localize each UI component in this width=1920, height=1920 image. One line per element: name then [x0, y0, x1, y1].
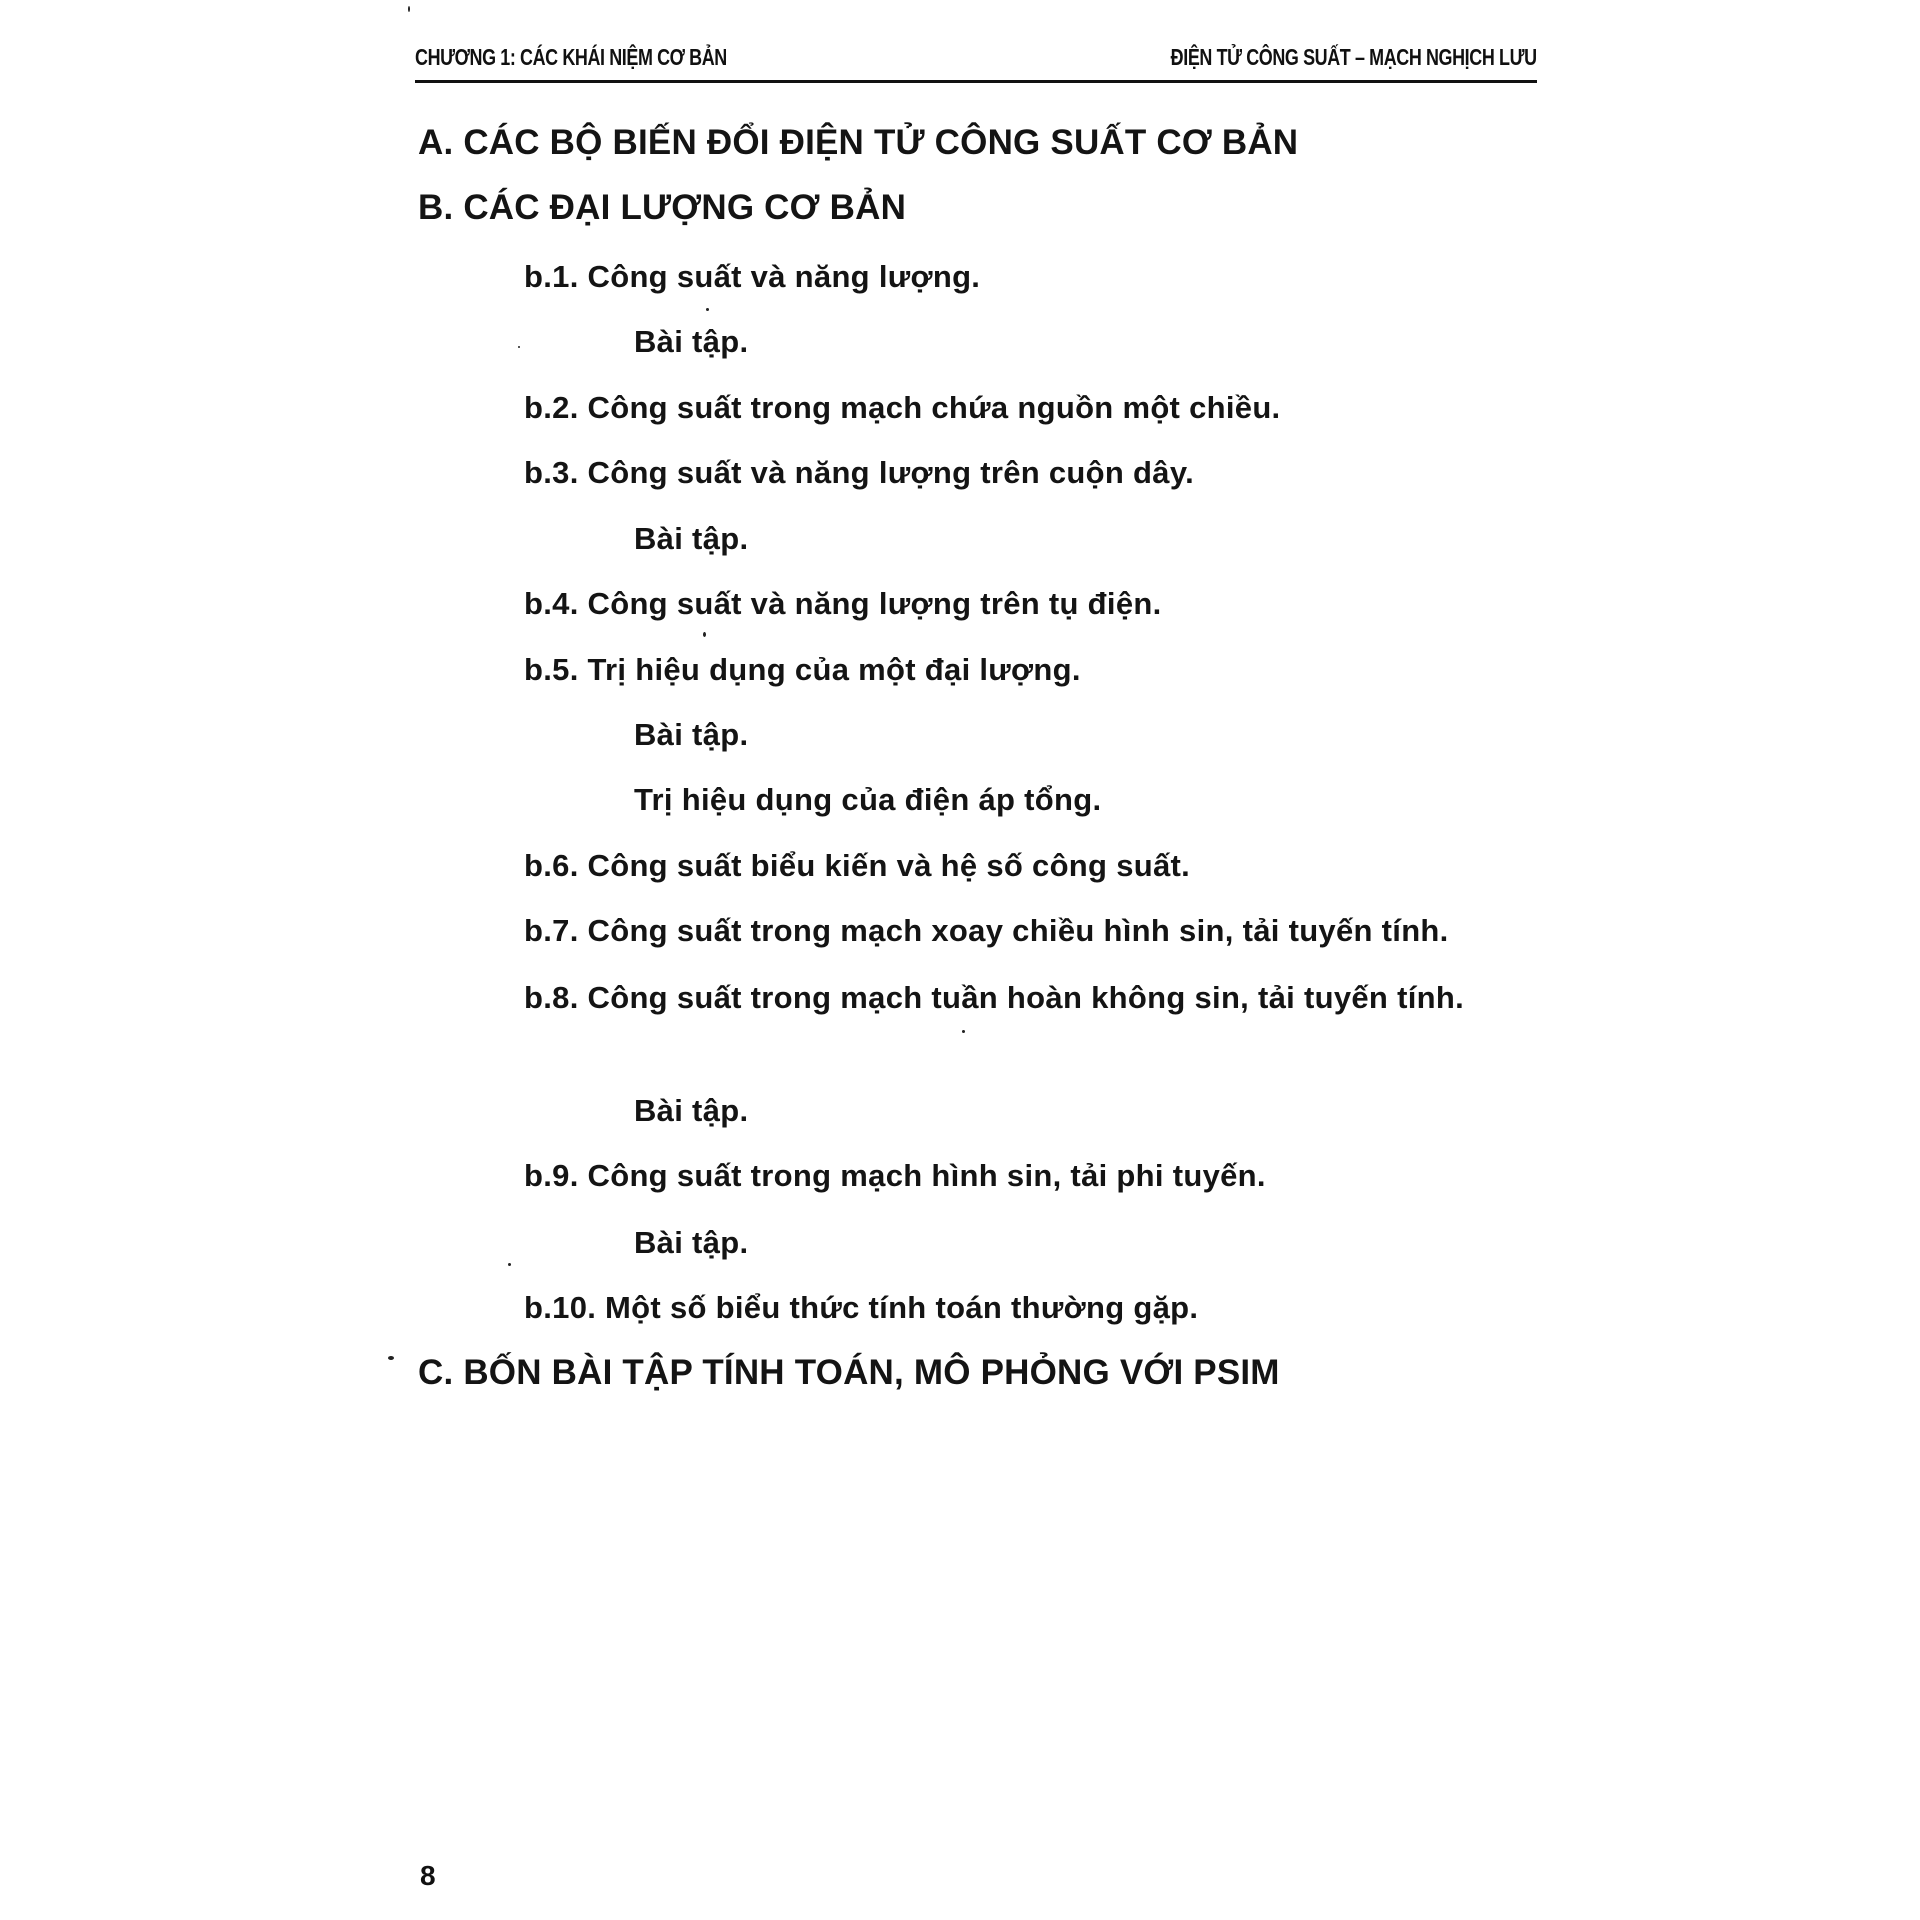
- item-b3-exercise: Bài tập.: [634, 521, 749, 556]
- item-b9-exercise: Bài tập.: [634, 1225, 749, 1260]
- item-b7: b.7. Công suất trong mạch xoay chiều hình sin, tải tuyến tính.: [524, 913, 1449, 948]
- item-b2: b.2. Công suất trong mạch chứa nguồn một chiều.: [524, 390, 1281, 425]
- item-b6: b.6. Công suất biểu kiến và hệ số công suất.: [524, 848, 1191, 883]
- scan-speck: [408, 6, 410, 12]
- header-chapter-title: CHƯƠNG 1: CÁC KHÁI NIỆM CƠ BẢN: [415, 44, 727, 70]
- item-b3: b.3. Công suất và năng lượng trên cuộn dây.: [524, 455, 1194, 490]
- item-b4: b.4. Công suất và năng lượng trên tụ điện.: [524, 586, 1162, 621]
- item-b10: b.10. Một số biểu thức tính toán thường gặp.: [524, 1290, 1199, 1325]
- item-b1-exercise: Bài tập.: [634, 324, 749, 359]
- scan-speck: [703, 632, 706, 637]
- item-b8-exercise: Bài tập.: [634, 1093, 749, 1128]
- section-b-heading: B. CÁC ĐẠI LƯỢNG CƠ BẢN: [418, 188, 907, 227]
- section-a-heading: A. CÁC BỘ BIẾN ĐỔI ĐIỆN TỬ CÔNG SUẤT CƠ BẢN: [418, 123, 1299, 162]
- item-b5-subtopic: Trị hiệu dụng của điện áp tổng.: [634, 782, 1102, 817]
- item-b8: b.8. Công suất trong mạch tuần hoàn không sin, tải tuyến tính.: [524, 980, 1465, 1015]
- header-rule: [415, 80, 1537, 83]
- scan-speck: [962, 1030, 965, 1033]
- header-book-title: ĐIỆN TỬ CÔNG SUẤT – MẠCH NGHỊCH LƯU: [1170, 44, 1537, 70]
- item-b5-exercise: Bài tập.: [634, 717, 749, 752]
- scan-speck: [508, 1263, 511, 1266]
- item-b5: b.5. Trị hiệu dụng của một đại lượng.: [524, 652, 1081, 687]
- running-header: [415, 44, 1537, 83]
- section-c-heading: C. BỐN BÀI TẬP TÍNH TOÁN, MÔ PHỎNG VỚI PSIM: [418, 1353, 1280, 1392]
- scan-speck: [388, 1356, 394, 1360]
- scan-speck: [518, 346, 520, 348]
- item-b9: b.9. Công suất trong mạch hình sin, tải phi tuyến.: [524, 1158, 1266, 1193]
- scan-speck: [706, 308, 709, 311]
- item-b1: b.1. Công suất và năng lượng.: [524, 259, 981, 294]
- page-number: 8: [420, 1860, 436, 1891]
